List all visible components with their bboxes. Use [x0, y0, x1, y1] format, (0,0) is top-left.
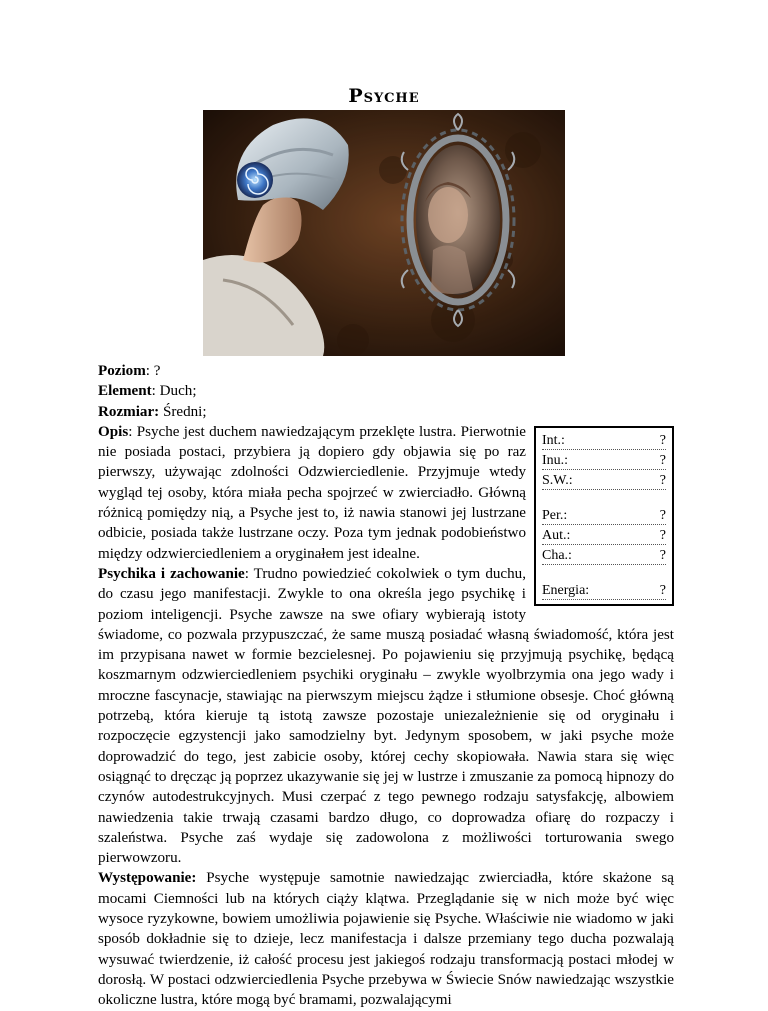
- document-body: [98, 361, 674, 1011]
- element-value: : Duch;: [151, 383, 197, 400]
- stat-label: Inu.:: [542, 452, 569, 468]
- stat-value: ?: [659, 452, 666, 468]
- field-rozmiar: [98, 402, 674, 422]
- poziom-value: : ?: [145, 363, 161, 379]
- stats-box: [534, 426, 674, 606]
- stat-row-per: [542, 507, 666, 525]
- stat-row-cha: [542, 547, 666, 565]
- stat-label: Aut.:: [542, 527, 571, 543]
- opis-text: : Psyche jest duchem nawiedzającym przeklęte lustra. Pierwotnie nie posiada postaci, przybiera ją dopiero gdy objawia się po raz pierwszy, używając zdolności Odzwierciedlenie. Przyjmuje wtedy wygląd tej osoby, która miała pecha spojrzeć w zwierciadło. Główną różnicą pomiędzy nią, a Psyche jest to, iż nawia stanowi jej lustrzane odbicie, posiada także lustrzane oczy. Poza tym jednak podobieństwo między odzwierciedleniem a oryginałem jest idealne.: [98, 423, 526, 562]
- stat-value: ?: [659, 582, 666, 598]
- stat-label: S.W.:: [542, 472, 573, 488]
- field-element: [98, 381, 674, 401]
- psychika-text: : Trudno powiedzieć cokolwiek o tym duchu, do czasu jego manifestacji. Zwykle to ona określa jego psychikę i poziom inteligencji. Psyche zawsze na swe ofiary wybierają istoty świadome, co pozwala przypuszczać, że same muszą posiadać własną świadomość, która jest im przypisana nawet w formie bezcielesnej. Po pojawieniu się przyjmują psychikę, będącą koszmarnym odzwierciedleniem psychiki oryginału – zwykle wyolbrzymia ona jego wady i mroczne fascynacje, stawiając na pierwszym miejscu żądze i stłumione obsesje. Choć główną potrzebą, która kieruje tą istotą zawsze pozostaje uniezależnienie się od oryginału i rozpoczęcie egzystencji jako samodzielny byt. Jedynym sposobem, w jaki psyche może doprowadzić do tego, jest zabicie osoby, której cechy skopiowała. Nawia stara się więc osiągnąć to dręcząc ją poprzez ukazywanie się jej w lustrze i zmuszanie za pomocą hipnozy do czynów autodestrukcyjnych. Musi czerpać z tego pewnego rodzaju satysfakcję, albowiem nawiedzenia takie trwają czasami bardzo długo, co doprowadza ofiarę do rozpaczy i szaleństwa. Psyche zaś wydaje się zadowolona z możliwości torturowania swego pierwowzoru.: [98, 565, 674, 867]
- element-label: Element: [98, 383, 152, 400]
- stat-value: ?: [659, 507, 666, 523]
- stat-value: ?: [659, 432, 666, 448]
- wystepowanie-text: Psyche występuje samotnie nawiedzając zwierciadła, które skażone są mocami Ciemności lub na których ciąży klątwa. Przeglądanie się w nich może być więc wysoce ryzykowne, bowiem umożliwia pojawienie się Psyche. Właściwie nie wiadomo w jaki sposób dokładnie się to dzieje, lecz manifestacja i dalsze przemiany tego ducha pozwalają wysuwać twierdzenie, iż całość procesu jest jakiegoś rodzaju transformacją postaci młodej w dorosłą. W postaci odzwierciedlenia Psyche przebywa w Świecie Snów nawiedzając wszystkie okoliczne lustra, które mogą być bramami, pozwalającymi: [98, 870, 674, 1009]
- woman-and-mirror-illustration: [203, 110, 565, 356]
- opis-label: Opis: [98, 423, 129, 440]
- rozmiar-value: Średni;: [159, 403, 207, 420]
- poziom-label: Poziom: [98, 363, 146, 379]
- field-wystepowanie: [98, 868, 674, 1010]
- field-psychika: [98, 564, 674, 868]
- field-poziom: [98, 361, 674, 381]
- stat-row-sw: [542, 472, 666, 490]
- stat-label: Per.:: [542, 507, 568, 523]
- stat-row-inu: [542, 452, 666, 470]
- psychika-label: Psychika i zachowanie: [98, 565, 245, 582]
- stat-label: Energia:: [542, 582, 590, 598]
- stat-label: Cha.:: [542, 547, 572, 563]
- stat-row-int: [542, 432, 666, 450]
- stat-label: Int.:: [542, 432, 565, 448]
- rozmiar-label: Rozmiar:: [98, 403, 160, 420]
- wystepowanie-label: Występowanie:: [98, 870, 197, 887]
- stat-value: ?: [659, 472, 666, 488]
- stat-row-energia: [542, 582, 666, 600]
- stat-value: ?: [659, 547, 666, 563]
- page-title: Psyche: [348, 85, 420, 107]
- stat-row-aut: [542, 527, 666, 545]
- stat-value: ?: [659, 527, 666, 543]
